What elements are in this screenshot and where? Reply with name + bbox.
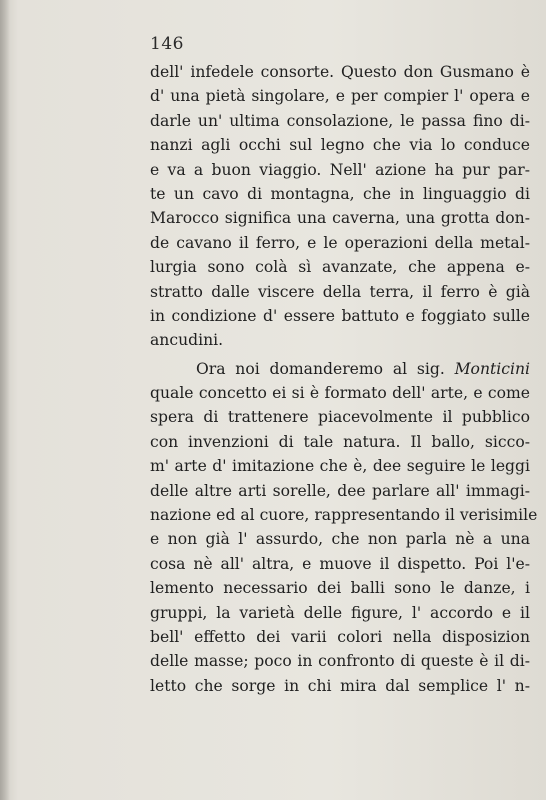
text-line: quale concetto ei si è formato dell' arte, e come	[150, 384, 530, 403]
text-line: darle un' ultima consolazione, le passa fino di-	[150, 111, 530, 130]
text-line: lemento necessario dei balli sono le danze, i	[150, 579, 530, 598]
text-line: e non già l' assurdo, che non parla nè a una	[150, 530, 530, 549]
text-line: gruppi, la varietà delle figure, l' accordo e il	[150, 603, 530, 622]
italic-name: Monticini	[454, 359, 530, 378]
text-line: stratto dalle viscere della terra, il ferro è già	[150, 282, 530, 301]
text-line: bell' effetto dei varii colori nella disposizion	[150, 627, 530, 646]
text-line: Ora noi domanderemo al sig. Monticini	[196, 359, 530, 378]
text-line: dell' infedele consorte. Questo don Gusmano è	[150, 63, 530, 81]
text-line: te un cavo di montagna, che in linguaggio di	[150, 184, 530, 203]
text-line: spera di trattenere piacevolmente il pubblico	[150, 408, 530, 427]
text-line: Marocco significa una caverna, una grotta don-	[150, 209, 530, 228]
page-number: 146	[150, 34, 184, 54]
page-gutter-shadow	[0, 0, 10, 800]
text-line: delle altre arti sorelle, dee parlare all' immagi-	[150, 481, 530, 500]
text-line: letto che sorge in chi mira dal semplice l' n-	[150, 676, 530, 695]
text-line: nanzi agli occhi sul legno che via lo conduce	[150, 136, 530, 155]
paragraph-1	[150, 60, 530, 353]
text-line: nazione ed al cuore, rappresentando il verisimile	[150, 506, 538, 525]
text-line: cosa nè all' altra, e muove il dispetto. Poi l'e-	[150, 554, 530, 573]
text-line: delle masse; poco in confronto di queste è il di-	[150, 652, 530, 671]
text-line: in condizione d' essere battuto e foggiato sulle	[150, 306, 530, 325]
paragraph-2	[150, 357, 538, 698]
text-line: de cavano il ferro, e le operazioni della metal-	[150, 233, 530, 252]
text-line: lurgia sono colà sì avanzate, che appena e-	[150, 258, 530, 277]
text-line: ancudini.	[150, 331, 224, 350]
text-line: con invenzioni di tale natura. Il ballo, sicco-	[150, 432, 530, 451]
body-text	[150, 60, 538, 698]
text-line: e va a buon viaggio. Nell' azione ha pur par-	[150, 160, 530, 179]
text-line: m' arte d' imitazione che è, dee seguire le leggi	[150, 457, 530, 476]
text-line: d' una pietà singolare, e per compier l' opera e	[150, 87, 530, 106]
